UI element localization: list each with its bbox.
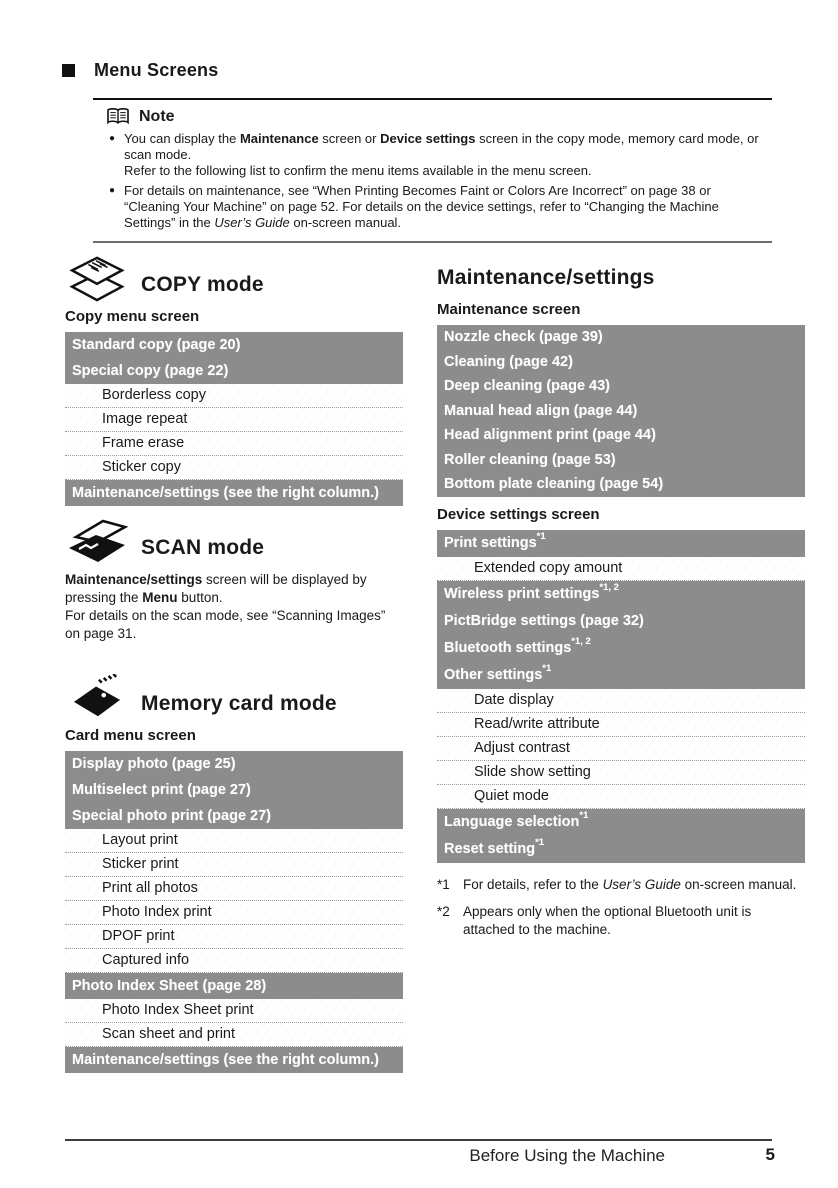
- note-bullet-1: [93, 131, 772, 180]
- scan-mode-icon: [65, 516, 129, 566]
- menu-item: Scan sheet and print: [65, 1023, 403, 1047]
- copy-mode-icon: [65, 255, 129, 303]
- section-heading: [62, 60, 218, 81]
- menu-bar: Nozzle check (page 39): [437, 325, 805, 350]
- footer-rule: [65, 1139, 772, 1141]
- footnote-ref: *1: [579, 809, 589, 821]
- footer-page-number: 5: [765, 1145, 775, 1164]
- copy-menu: [65, 332, 403, 506]
- footnote-2-marker: *2: [437, 903, 450, 919]
- note-title: Note: [139, 107, 175, 125]
- menu-bar: Wireless print settings$^{*1, 2}$: [437, 581, 805, 608]
- footnote-ref: *1: [535, 836, 545, 848]
- footnote-1: *1 For details, refer to the User’s Guide on-screen manual.: [437, 876, 797, 892]
- note-bullet-2: [93, 183, 772, 232]
- menu-bar: Cleaning (page 42): [437, 350, 805, 375]
- section-square-marker-icon: [62, 64, 75, 77]
- memory-card-mode-header: [65, 674, 403, 722]
- memory-card-mode-icon: [65, 674, 129, 722]
- menu-bar: PictBridge settings (page 32): [437, 608, 805, 635]
- menu-bar: Language selection$^{*1}$: [437, 809, 805, 836]
- card-menu-screen-label: Card menu screen: [65, 727, 196, 744]
- footnote-ref: *1: [536, 530, 546, 542]
- menu-bar: Multiselect print (page 27): [65, 777, 403, 803]
- menu-item: Sticker print: [65, 853, 403, 877]
- maintenance-screen-label: Maintenance screen: [437, 301, 581, 318]
- menu-item: Adjust contrast: [437, 737, 805, 761]
- bullet-icon: ●: [109, 133, 116, 144]
- device-settings-screen-label: Device settings screen: [437, 505, 600, 523]
- menu-bar: Special photo print (page 27): [65, 803, 403, 829]
- scan-mode-section: [65, 516, 403, 642]
- menu-item: Extended copy amount: [437, 557, 805, 581]
- menu-item: DPOF print: [65, 925, 403, 949]
- note-bullet-1-text: You can display the Maintenance screen or Device settings screen in the copy mode, memory card mode, or scan mode.: [124, 131, 759, 163]
- menu-item: Read/write attribute: [437, 713, 805, 737]
- copy-mode-section: [65, 255, 403, 506]
- note-bullet-2-text: For details on maintenance, see “When Printing Becomes Faint or Colors Are Incorrect” on page 38 or “Cleaning Your Machine” on page 52. For details on the device settings, refer to “Changing the Machine Settings” in the User’s Guide on-screen manual.: [124, 182, 719, 231]
- menu-bar: Special copy (page 22): [65, 358, 403, 384]
- footnote-1-marker: *1: [437, 876, 450, 892]
- footnote-2: *2 Appears only when the optional Bluetooth unit is attached to the machine.: [437, 903, 752, 937]
- menu-item: Print all photos: [65, 877, 403, 901]
- menu-bar: Maintenance/settings (see the right column.): [65, 1047, 403, 1073]
- menu-item: Photo Index Sheet print: [65, 999, 403, 1023]
- copy-mode-title: COPY mode: [141, 273, 264, 296]
- menu-bar: Print settings$^{*1}$: [437, 530, 805, 557]
- menu-bar: Head alignment print (page 44): [437, 423, 805, 448]
- bullet-icon: ●: [109, 184, 116, 196]
- menu-bar: Maintenance/settings (see the right column.): [65, 480, 403, 506]
- scan-mode-header: [65, 516, 403, 566]
- footnote-ref: *1, 2: [571, 635, 591, 647]
- copy-menu-screen-label: Copy menu screen: [65, 308, 200, 325]
- page-title: Menu Screens: [94, 60, 219, 80]
- footer-chapter-label: Before Using the Machine: [469, 1146, 665, 1165]
- note-box: [93, 98, 772, 243]
- memory-card-mode-title: Memory card mode: [141, 692, 337, 715]
- card-menu: [65, 751, 403, 1073]
- menu-item: Captured info: [65, 949, 403, 973]
- menu-item: Slide show setting: [437, 761, 805, 785]
- scan-description-2: For details on the scan mode, see “Scanning Images” on page 31.: [65, 608, 386, 641]
- menu-item: Sticker copy: [65, 456, 403, 480]
- footnote-ref: *1, 2: [599, 581, 619, 593]
- menu-bar: Standard copy (page 20): [65, 332, 403, 358]
- footnote-ref: *1: [542, 662, 552, 674]
- scan-mode-title: SCAN mode: [141, 536, 265, 559]
- menu-item: Layout print: [65, 829, 403, 853]
- menu-item: Photo Index print: [65, 901, 403, 925]
- menu-item: Quiet mode: [437, 785, 805, 809]
- maintenance-menu: [437, 325, 805, 497]
- menu-bar: Bottom plate cleaning (page 54): [437, 472, 805, 497]
- open-book-icon: [106, 107, 130, 126]
- note-bullet-1-line2: Refer to the following list to confirm the menu items available in the menu screen.: [124, 163, 592, 179]
- menu-bar: Deep cleaning (page 43): [437, 374, 805, 399]
- maintenance-settings-title: Maintenance/settings: [437, 266, 655, 289]
- note-title-row: [93, 107, 772, 126]
- menu-bar: Photo Index Sheet (page 28): [65, 973, 403, 999]
- menu-item: Borderless copy: [65, 384, 403, 408]
- menu-bar: Reset setting$^{*1}$: [437, 836, 805, 863]
- memory-card-mode-section: [65, 674, 403, 1073]
- menu-item: Frame erase: [65, 432, 403, 456]
- menu-bar: Manual head align (page 44): [437, 399, 805, 424]
- menu-item: Date display: [437, 689, 805, 713]
- menu-bar: Display photo (page 25): [65, 751, 403, 777]
- maintenance-settings-section: [437, 266, 805, 939]
- menu-bar: Other settings$^{*1}$: [437, 662, 805, 689]
- menu-bar: Bluetooth settings$^{*1, 2}$: [437, 635, 805, 662]
- menu-bar: Roller cleaning (page 53): [437, 448, 805, 473]
- copy-mode-header: [65, 255, 403, 303]
- scan-description-1: Maintenance/settings screen will be displayed by pressing the Menu button.: [65, 572, 367, 605]
- device-settings-menu: [437, 530, 805, 863]
- menu-item: Image repeat: [65, 408, 403, 432]
